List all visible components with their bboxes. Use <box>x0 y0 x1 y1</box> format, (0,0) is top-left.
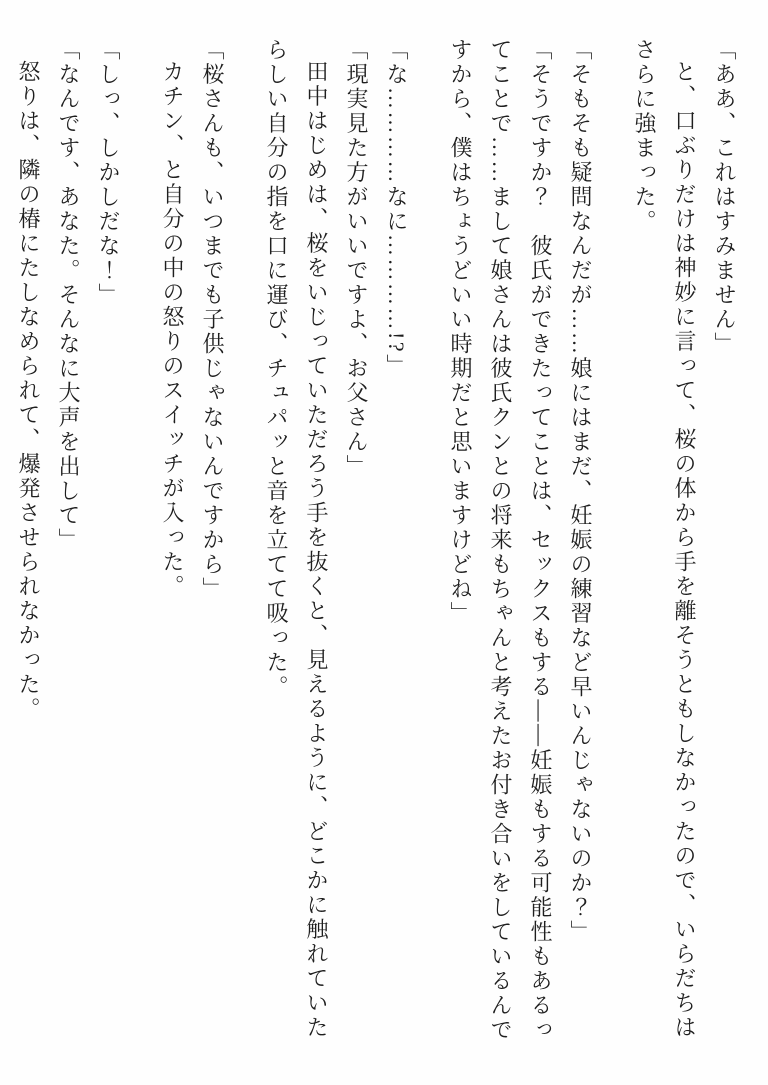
dialogue-line: 「現実見た方がいいですよ、お父さん」 <box>344 38 369 479</box>
dialogue-line: 「そもそも疑問なんだが……娘にはまだ、妊娠の練習など早いんじゃないのか？」 <box>568 38 593 945</box>
dialogue-line: 「ああ、これはすみません」 <box>712 38 737 357</box>
dialogue-line: 「しっ、しかしだな！」 <box>96 38 121 308</box>
narration-line: 田中はじめは、桜をいじっていただろう手を抜くと、見えるように、どこかに触れていたらしい自分の指を口に運び、チュパッと音を立てて吸った。 <box>264 38 329 1040</box>
narration-line: カチン、と自分の中の怒りのスイッチが入った。 <box>160 60 185 599</box>
dialogue-line: 「なんです、あなた。そんなに大声を出して」 <box>56 38 81 553</box>
narration-line: 怒りは、隣の椿にたしなめられて、爆発させられなかった。 <box>16 60 41 722</box>
vertical-text-block <box>8 38 744 1046</box>
dialogue-line: 「桜さんも、いつまでも子供じゃないんですから」 <box>200 38 225 602</box>
dialogue-line: 「そうですか？ 彼氏ができたってことは、セックスもする――妊娠もする可能性もあるってことで……まして娘さんは彼氏クンとの将来もちゃんと考えたお付き合いをしているんですから、僕はちょうどいい時期だと思いますけどね」 <box>448 38 553 1043</box>
narration-line: と、口ぶりだけは神妙に言って、桜の体から手を離そうともしなかったので、いらだちはさらに強まった。 <box>632 38 697 1040</box>
dialogue-line: 「な…………なに…………!?」 <box>384 38 409 379</box>
